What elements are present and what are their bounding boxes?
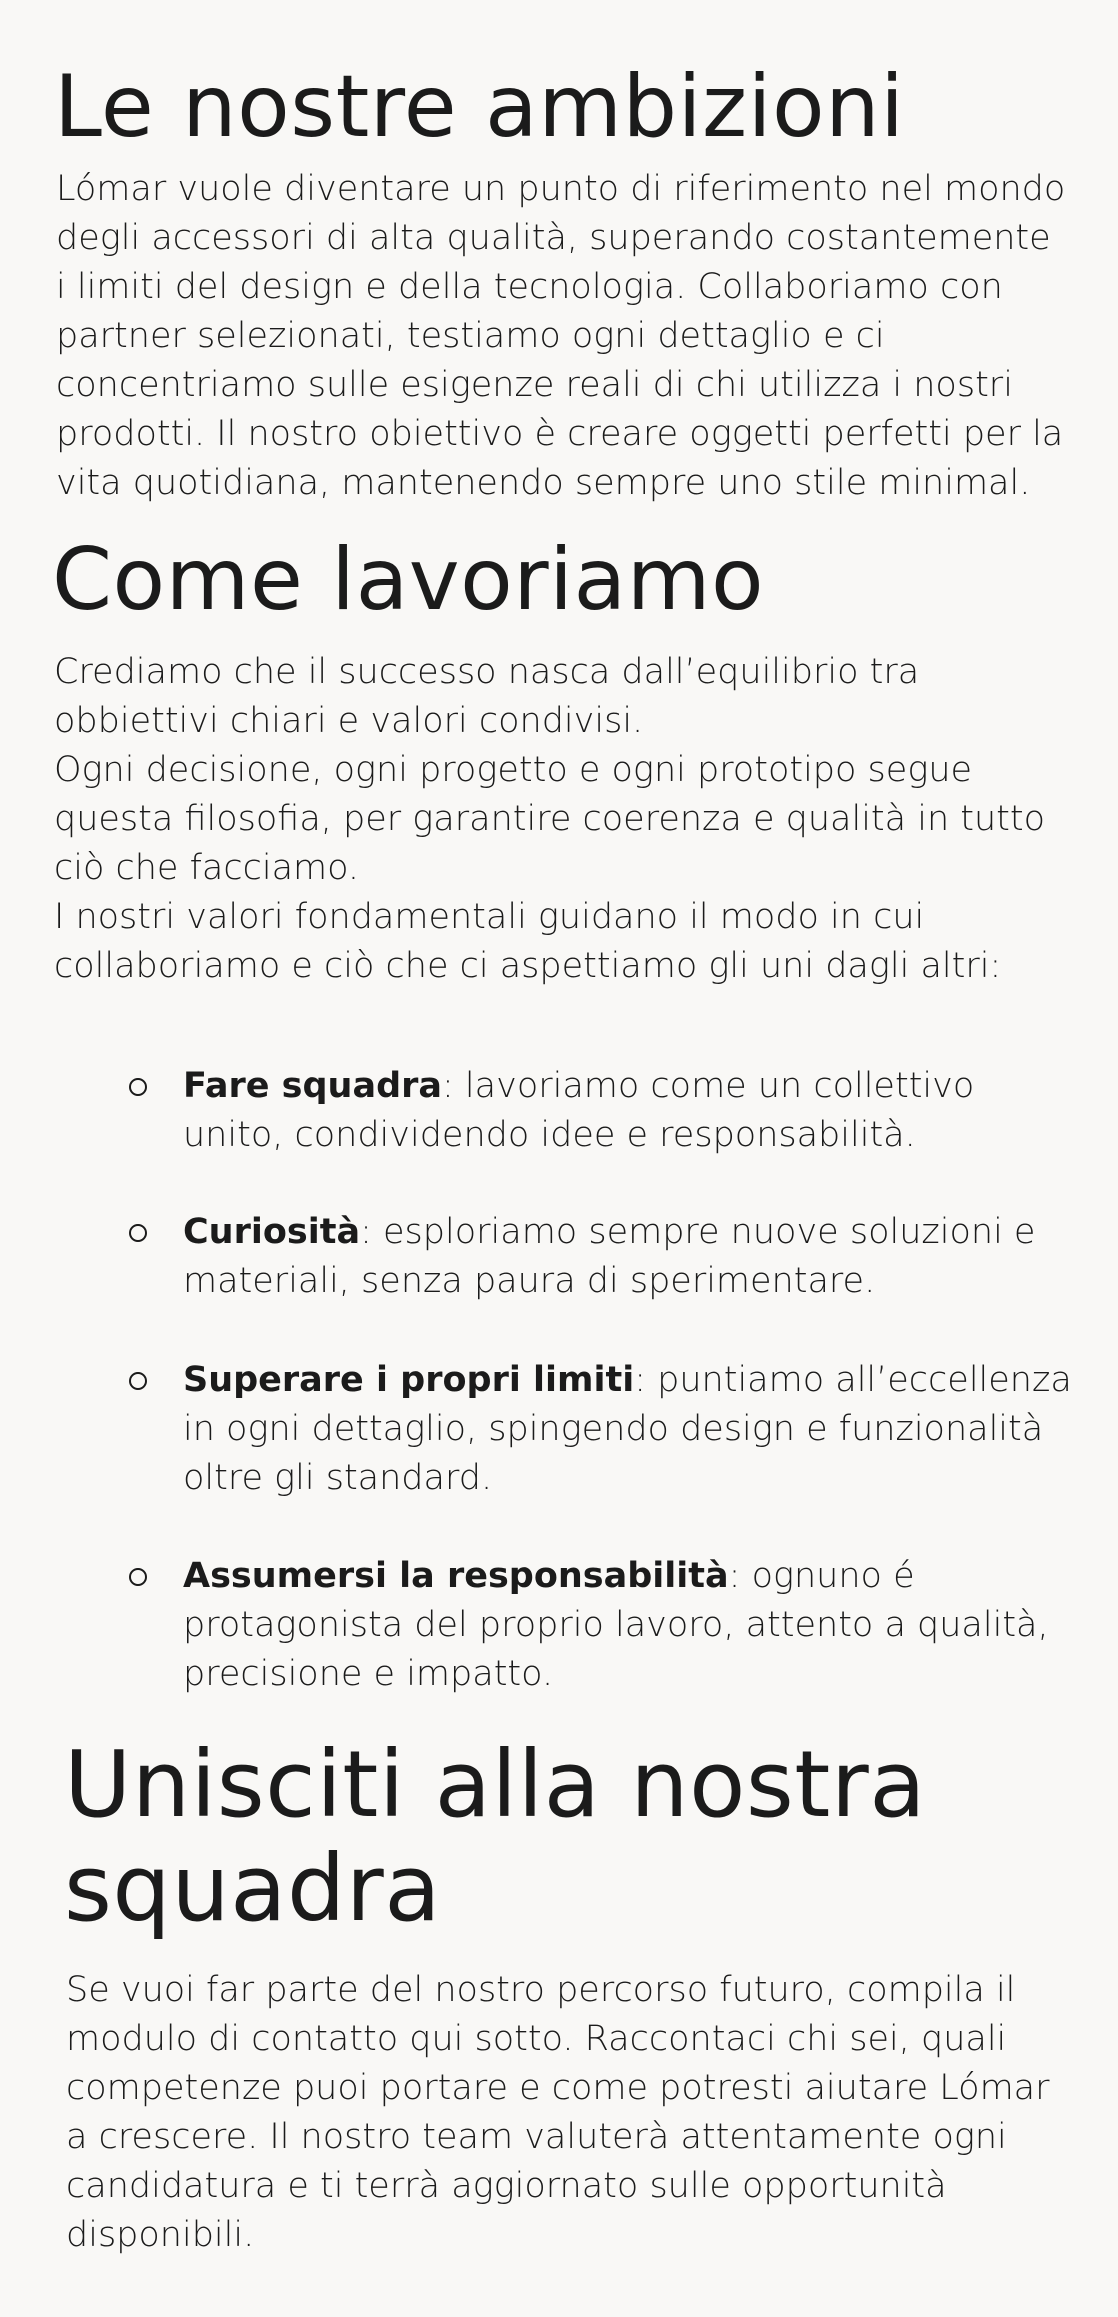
value-label: Superare i propri limiti [183,1360,635,1400]
paragraph: Crediamo che il successo nasca dall’equilibrio tra obbiettivi chiari e valori condivisi. [54,652,920,741]
value-label: Fare squadra [183,1066,443,1106]
section-title-join: Unisciti alla nostra squadra [64,1731,927,1942]
value-description: : lavoriamo come un collettivo unito, condividendo idee e responsabilità. [183,1066,975,1155]
paragraph: Ogni decisione, ogni progetto e ogni prototipo segue questa filosofia, per garantire coerenza e qualità in tutto ciò che facciamo. [54,750,1046,888]
hollow-circle-bullet-icon [129,1078,147,1096]
value-description: : puntiamo all’eccellenza in ogni dettaglio, spingendo design e funzionalità oltre gli standard. [183,1360,1072,1498]
section-text-ambitions: Lómar vuole diventare un punto di riferimento nel mondo degli accessori di alta qualità, superando costantemente i limiti del design e della tecnologia. Collaboriamo con partner selezionati, testiamo ogni dettaglio e ci concentriamo sulle esigenze reali di chi utilizza i nostri prodotti. Il nostro obiettivo è creare oggetti perfetti per la vita quotidiana, mantenendo sempre uno stile minimal. [56,169,1066,503]
hollow-circle-bullet-icon [129,1372,147,1390]
section-title-ambitions: Le nostre ambizioni [54,57,905,157]
paragraph: I nostri valori fondamentali guidano il modo in cui collaboriamo e ciò che ci aspettiamo gli uni dagli altri: [54,897,1002,986]
value-item-curiosita [183,1208,1073,1306]
value-item-fare-squadra [183,1062,1073,1160]
value-label: Curiosità [183,1212,361,1252]
hollow-circle-bullet-icon [129,1224,147,1242]
value-label: Assumersi la responsabilità [183,1556,729,1596]
value-description: : ognuno é protagonista del proprio lavoro, attento a qualità, precisione e impatto. [183,1556,1049,1694]
value-item-superare-limiti [183,1356,1073,1503]
value-description: : esploriamo sempre nuove soluzioni e materiali, senza paura di sperimentare. [183,1212,1036,1301]
section-title-how-we-work: Come lavoriamo [52,530,765,630]
hollow-circle-bullet-icon [129,1568,147,1586]
value-item-responsabilita [183,1552,1073,1699]
section-text-how-we-work [54,648,1064,991]
section-text-join: Se vuoi far parte del nostro percorso futuro, compila il modulo di contatto qui sotto. Raccontaci chi sei, quali competenze puoi portare e come potresti aiutare Lómar a crescere. Il nostro team valuterà attentamente ogni candidatura e ti terrà aggiornato sulle opportunità disponibili. [66,1970,1050,2255]
